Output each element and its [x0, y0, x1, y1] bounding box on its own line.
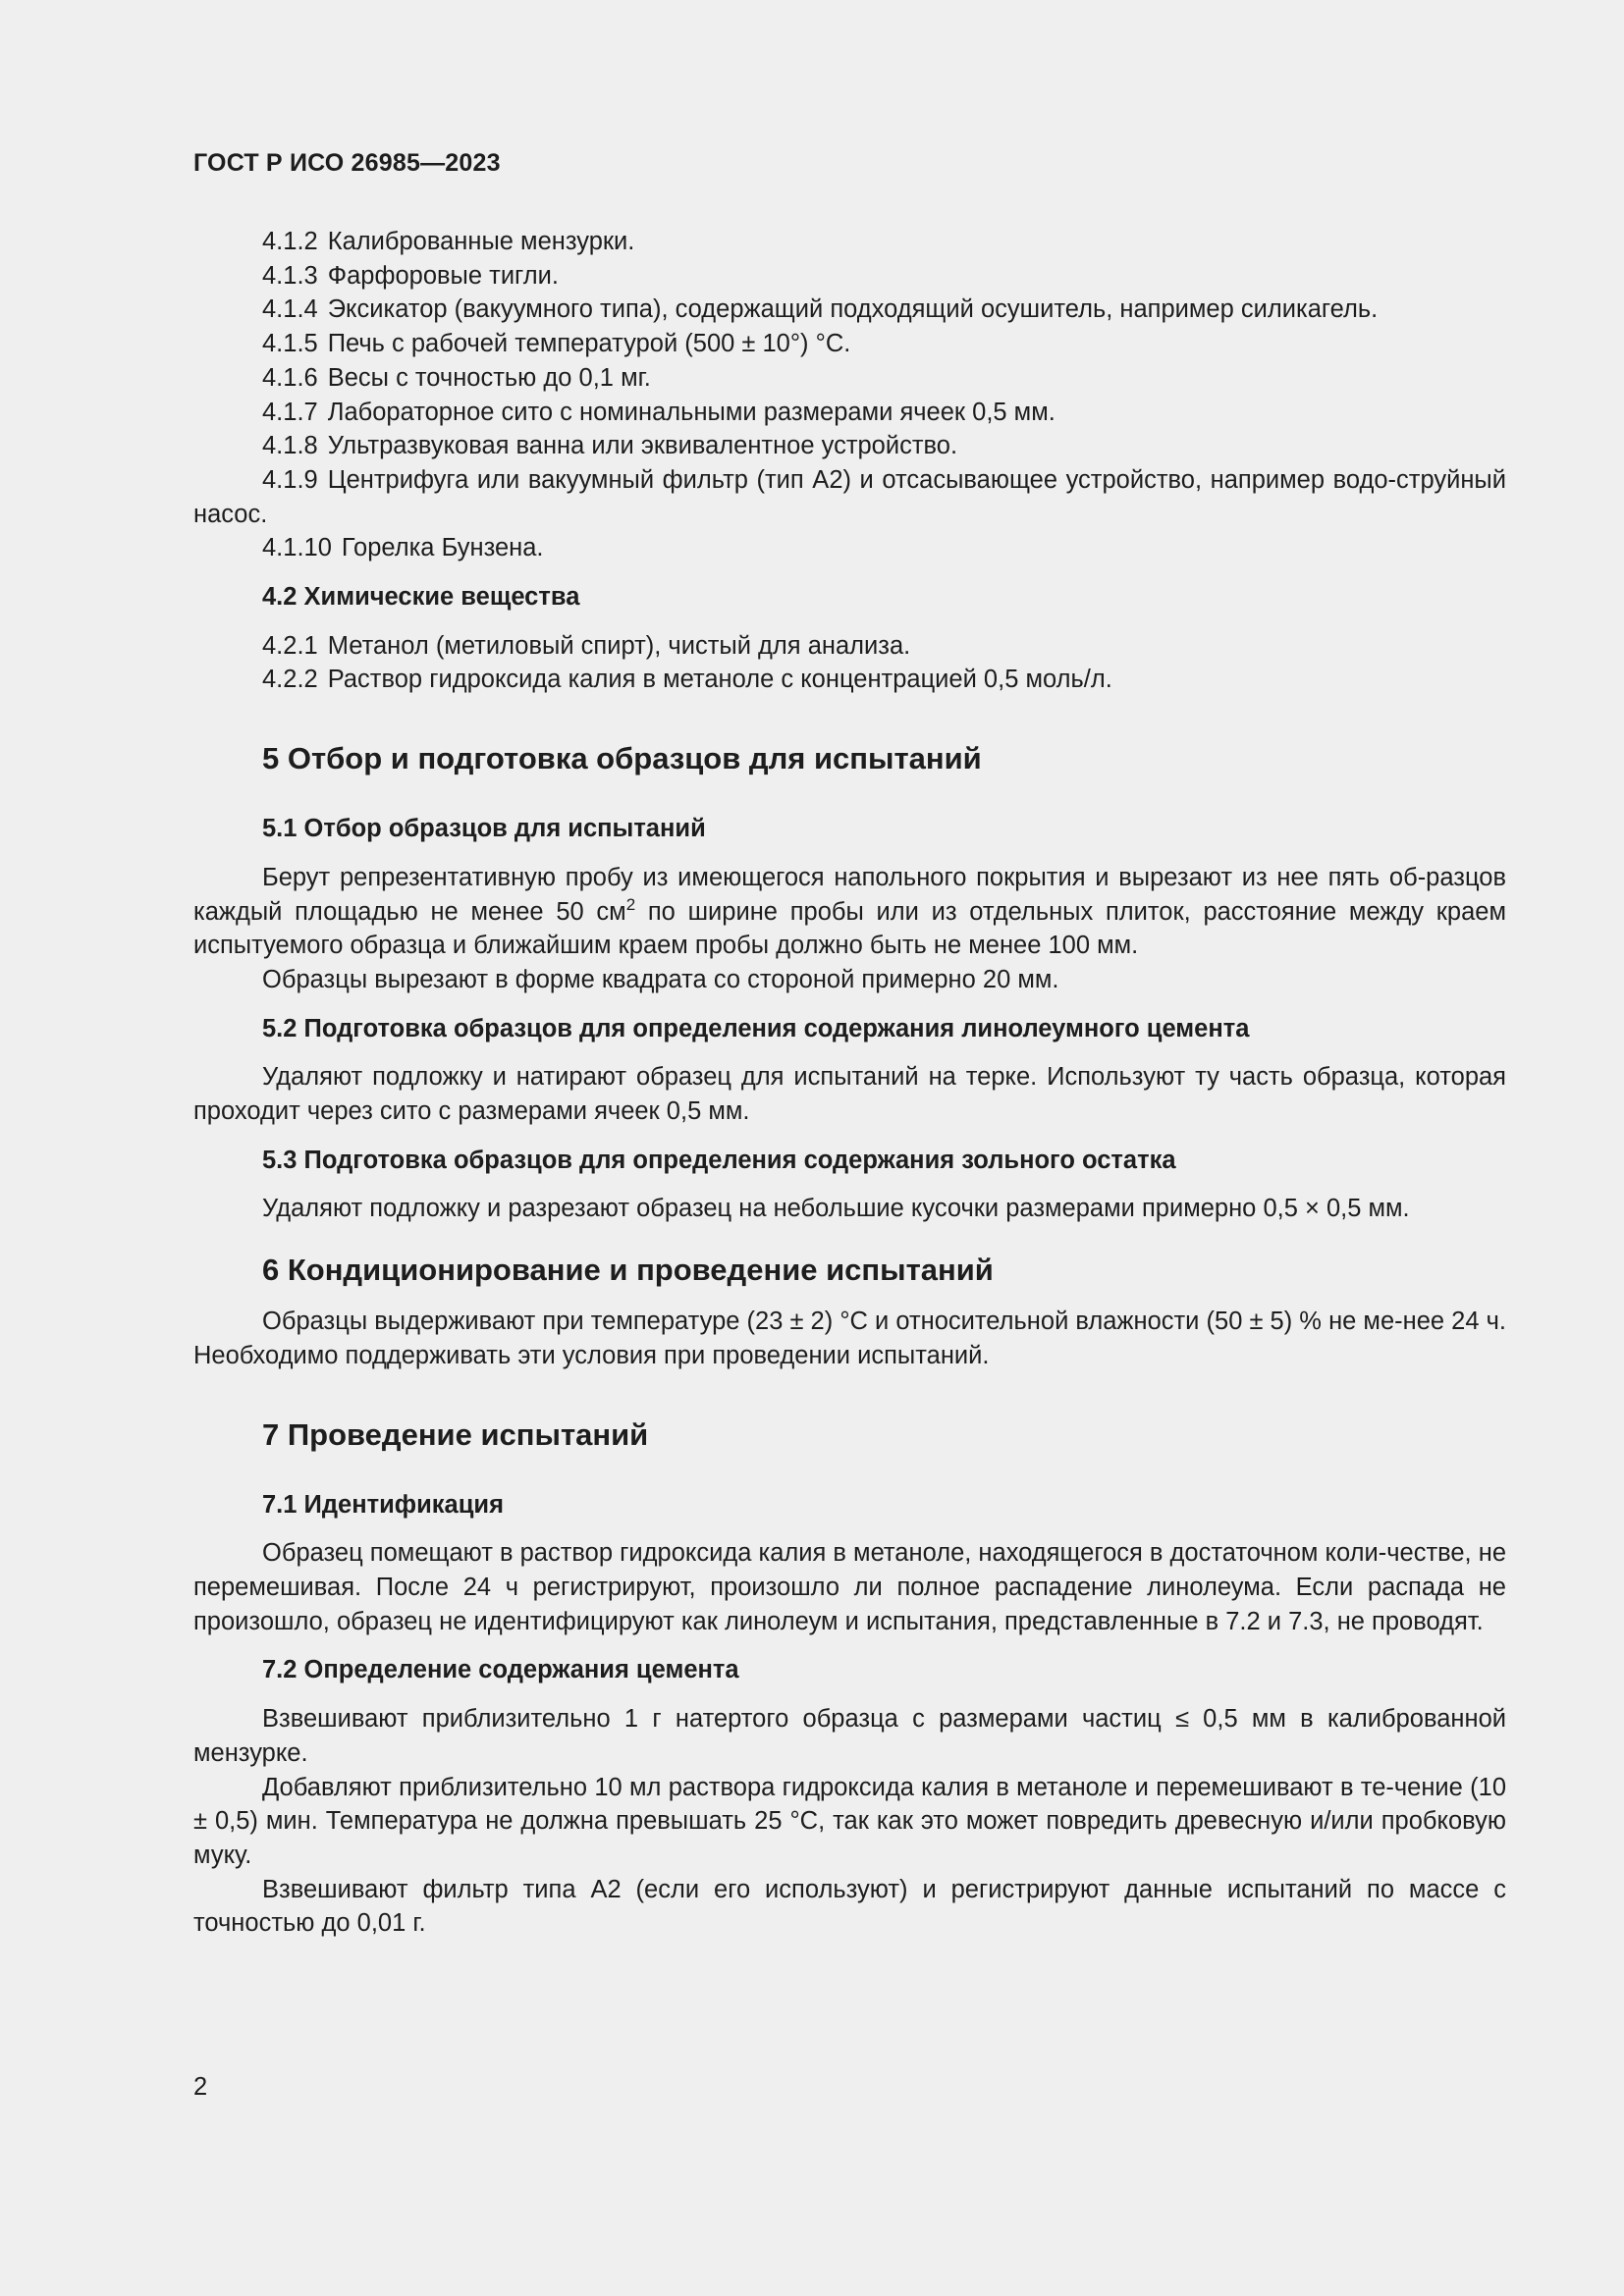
item-text: Печь с рабочей температурой (500 ± 10°) °С.: [327, 330, 851, 358]
list-item: [193, 225, 1506, 259]
section-5-1-paragraph-1: [193, 861, 1506, 963]
item-text: Горелка Бунзена.: [341, 534, 544, 562]
item-text: Ультразвуковая ванна или эквивалентное устройство.: [327, 432, 958, 460]
section-6-title: 6 Кондиционирование и проведение испытаний: [262, 1253, 994, 1288]
section-5-1-title: 5.1 Отбор образцов для испытаний: [262, 815, 706, 843]
item-text: Центрифуга или вакуумный фильтр (тип А2) и отсасывающее устройство, например водо-струйный насос.: [193, 465, 1506, 528]
page-content: [193, 225, 1506, 1941]
item-number: 4.1.5: [262, 330, 318, 358]
section-6-paragraph: Образцы выдерживают при температуре (23 ± 2) °С и относительной влажности (50 ± 5) % не ме-нее 24 ч. Необходимо поддерживать эти условия при проведении испытаний.: [193, 1308, 1506, 1369]
item-number: 4.1.3: [262, 261, 318, 290]
s5-1-p1-part-b: по ширине пробы или из отдельных плиток, расстояние между краем испытуемого образца и ближайшим краем пробы должно быть не менее 100 мм.: [193, 897, 1506, 960]
section-4-2-title: 4.2 Химические вещества: [262, 583, 580, 612]
item-text: Эксикатор (вакуумного типа), содержащий подходящий осушитель, например силикагель.: [327, 295, 1379, 324]
document-code-header: ГОСТ Р ИСО 26985—2023: [193, 149, 501, 177]
item-text: Калиброванные мензурки.: [327, 228, 635, 255]
list-item: [193, 259, 1506, 294]
section-5-2-title: 5.2 Подготовка образцов для определения содержания линолеумного цемента: [262, 1014, 1250, 1042]
item-text: Лабораторное сито с номинальными размерами ячеек 0,5 мм.: [327, 398, 1056, 426]
section-7-1-title: 7.1 Идентификация: [262, 1490, 504, 1519]
equipment-list: [193, 225, 1506, 565]
list-item: [193, 327, 1506, 361]
chemicals-list: [193, 629, 1506, 697]
item-number: 4.1.8: [262, 432, 318, 460]
s5-1-p1-part-a: Берут репрезентативную пробу из имеющегося напольного покрытия и вырезают из нее пять об-разцов каждый площадью не менее 50 см: [193, 863, 1506, 926]
item-text: Весы с точностью до 0,1 мг.: [327, 363, 651, 392]
list-item: [193, 531, 1506, 565]
section-5-1-paragraph-2: Образцы вырезают в форме квадрата со стороной примерно 20 мм.: [262, 965, 1059, 993]
list-item: [193, 663, 1506, 697]
section-5-2-paragraph: Удаляют подложку и натирают образец для испытаний на терке. Используют ту часть образца, которая проходит через сито с размерами ячеек 0,5 мм.: [193, 1063, 1506, 1126]
list-item: [193, 361, 1506, 396]
item-text: Метанол (метиловый спирт), чистый для анализа.: [327, 631, 911, 660]
section-7-2-paragraph-3: Взвешивают фильтр типа А2 (если его используют) и регистрируют данные испытаний по массе с точностью до 0,01 г.: [193, 1875, 1506, 1938]
item-number: 4.1.9: [262, 465, 318, 494]
list-item: [193, 429, 1506, 463]
list-item: [193, 629, 1506, 664]
section-7-2-title: 7.2 Определение содержания цемента: [262, 1656, 739, 1684]
page-number: 2: [193, 2073, 208, 2101]
section-7-2-paragraph-1: Взвешивают приблизительно 1 г натертого образца с размерами частиц ≤ 0,5 мм в калиброванной мензурке.: [193, 1705, 1506, 1767]
list-item: [193, 396, 1506, 430]
section-5-3-paragraph: Удаляют подложку и разрезают образец на небольшие кусочки размерами примерно 0,5 × 0,5 мм.: [262, 1195, 1410, 1223]
section-7-2-paragraph-2: Добавляют приблизительно 10 мл раствора гидроксида калия в метаноле и перемешивают в те-чение (10 ± 0,5) мин. Температура не должна превышать 25 °С, так как это может повредить древесную и/или пробковую муку.: [193, 1773, 1506, 1869]
item-number: 4.2.1: [262, 631, 318, 660]
item-number: 4.1.2: [262, 228, 318, 255]
section-5-title: 5 Отбор и подготовка образцов для испытаний: [262, 741, 982, 776]
item-text: Раствор гидроксида калия в метаноле с концентрацией 0,5 моль/л.: [327, 666, 1112, 694]
item-number: 4.1.7: [262, 398, 318, 426]
item-number: 4.1.6: [262, 363, 318, 392]
list-item: [193, 463, 1506, 531]
superscript: 2: [625, 894, 636, 914]
item-number: 4.1.10: [262, 534, 332, 562]
item-number: 4.2.2: [262, 666, 318, 694]
item-text: Фарфоровые тигли.: [327, 261, 560, 290]
section-7-title: 7 Проведение испытаний: [262, 1416, 649, 1452]
section-5-3-title: 5.3 Подготовка образцов для определения содержания зольного остатка: [262, 1146, 1176, 1174]
item-number: 4.1.4: [262, 295, 318, 324]
section-7-1-paragraph: Образец помещают в раствор гидроксида калия в метаноле, находящегося в достаточном коли-честве, не перемешивая. После 24 ч регистрируют, произошло ли полное распадение линолеума. Если распада не произошло, образец не идентифицируют как линолеум и испытания, представленные в 7.2 и 7.3, не проводят.: [193, 1539, 1506, 1635]
list-item: [193, 293, 1506, 327]
